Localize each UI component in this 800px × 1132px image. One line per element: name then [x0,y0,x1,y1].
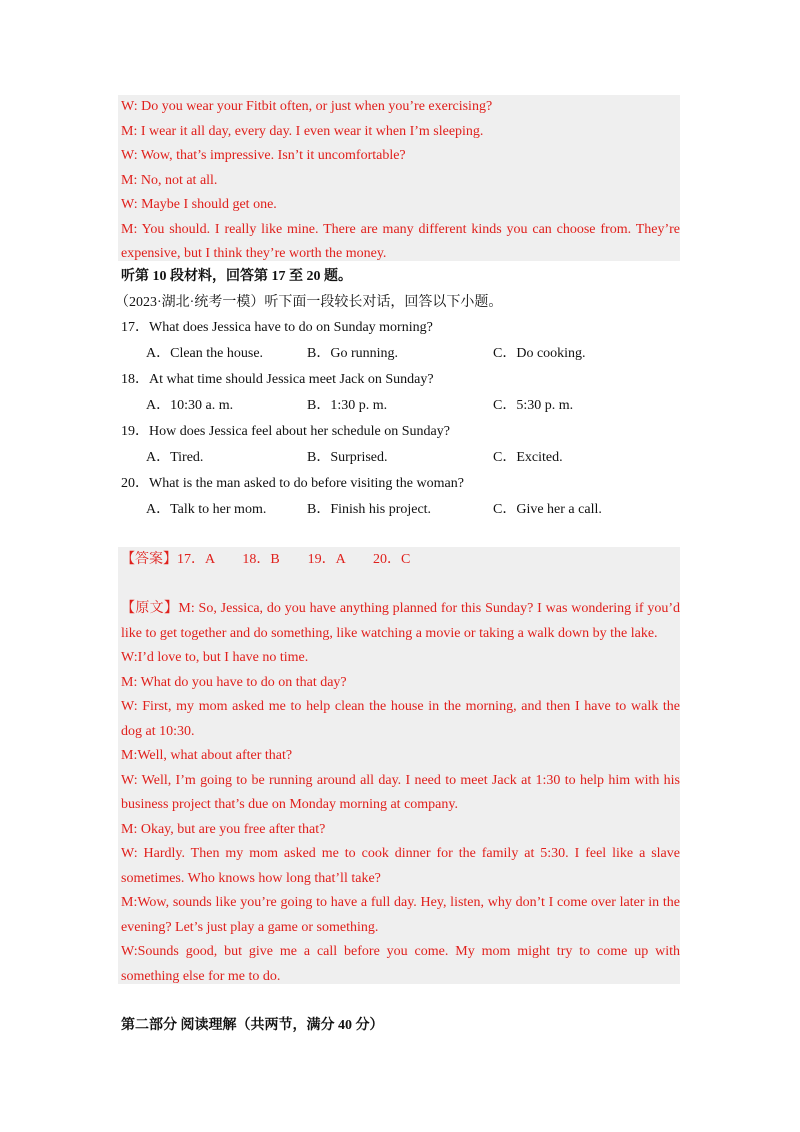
section-heading: 听第 10 段材料，回答第 17 至 20 题。 [121,269,352,284]
option-c: C．Give her a call. [493,502,602,517]
option-c: C．5:30 p. m. [493,398,574,413]
option-c: C．Excited. [493,450,563,465]
answer-label: 【答案】 [121,552,177,567]
transcript-paragraph [121,597,680,646]
dialogue-excerpt-block [118,95,680,261]
source-note: （2023·湖北·统考一模）听下面一段较长对话，回答以下小题。 [115,295,503,310]
transcript-paragraph: W:Sounds good, but give me a call before you come. My mom might try to come up with something else for me to do. [121,944,680,984]
dialogue-line: M: No, not at all. [121,172,218,188]
transcript-line: M:Well, what about after that? [121,748,293,763]
transcript-paragraph: W: First, my mom asked me to help clean the house in the morning, and then I have to walk the dog at 10:30. [121,699,680,739]
question-17: 17．What does Jessica have to do on Sunday morning? [121,320,433,335]
dialogue-paragraph: M: You should. I really like mine. There are many different kinds you can choose from. They’re expensive, but I think they’re worth the money. [121,221,680,261]
transcript-line: M: Okay, but are you free after that? [121,821,326,837]
option-b: B．Go running. [307,346,398,361]
part-heading: 第二部分 阅读理解（共两节，满分 40 分） [121,1018,384,1033]
option-c: C．Do cooking. [493,346,586,361]
option-a: A．Tired. [146,450,204,465]
transcript-paragraph: W: Hardly. Then my mom asked me to cook dinner for the family at 5:30. I feel like a slave sometimes. Who knows how long that’ll take? [121,846,680,886]
transcript-label: 【原文】 [121,601,179,616]
option-a: A．10:30 a. m. [146,398,234,413]
transcript-line: W:I’d love to, but I have no time. [121,650,309,665]
answer-transcript-block [118,547,680,984]
transcript-paragraph: M:Wow, sounds like you’re going to have a full day. Hey, listen, why don’t I come over later in the evening? Let’s just play a game or something. [121,895,680,935]
transcript-line: M: What do you have to do on that day? [121,674,347,690]
option-b: B．1:30 p. m. [307,398,388,413]
dialogue-line: W: Do you wear your Fitbit often, or just when you’re exercising? [121,99,493,114]
question-20: 20．What is the man asked to do before visiting the woman? [121,476,464,491]
option-b: B．Surprised. [307,450,388,465]
transcript-text: M: So, Jessica, do you have anything planned for this Sunday? I was wondering if you’d like to get together and do something, like watching a movie or taking a walk down by the lake. [121,601,681,641]
question-18: 18．At what time should Jessica meet Jack on Sunday? [121,372,434,387]
option-a: A．Talk to her mom. [146,502,267,517]
question-19: 19．How does Jessica feel about her schedule on Sunday? [121,424,450,439]
option-a: A．Clean the house. [146,346,264,361]
dialogue-line: M: I wear it all day, every day. I even wear it when I’m sleeping. [121,123,484,139]
transcript-paragraph: W: Well, I’m going to be running around all day. I need to meet Jack at 1:30 to help him with his business project that’s due on Monday morning at company. [121,772,680,812]
dialogue-line: W: Wow, that’s impressive. Isn’t it uncomfortable? [121,148,406,163]
answer-line [121,548,680,573]
option-b: B．Finish his project. [307,502,432,517]
dialogue-line: W: Maybe I should get one. [121,197,277,212]
answer-value: 17．A 18．B 19．A 20．C [177,552,411,567]
